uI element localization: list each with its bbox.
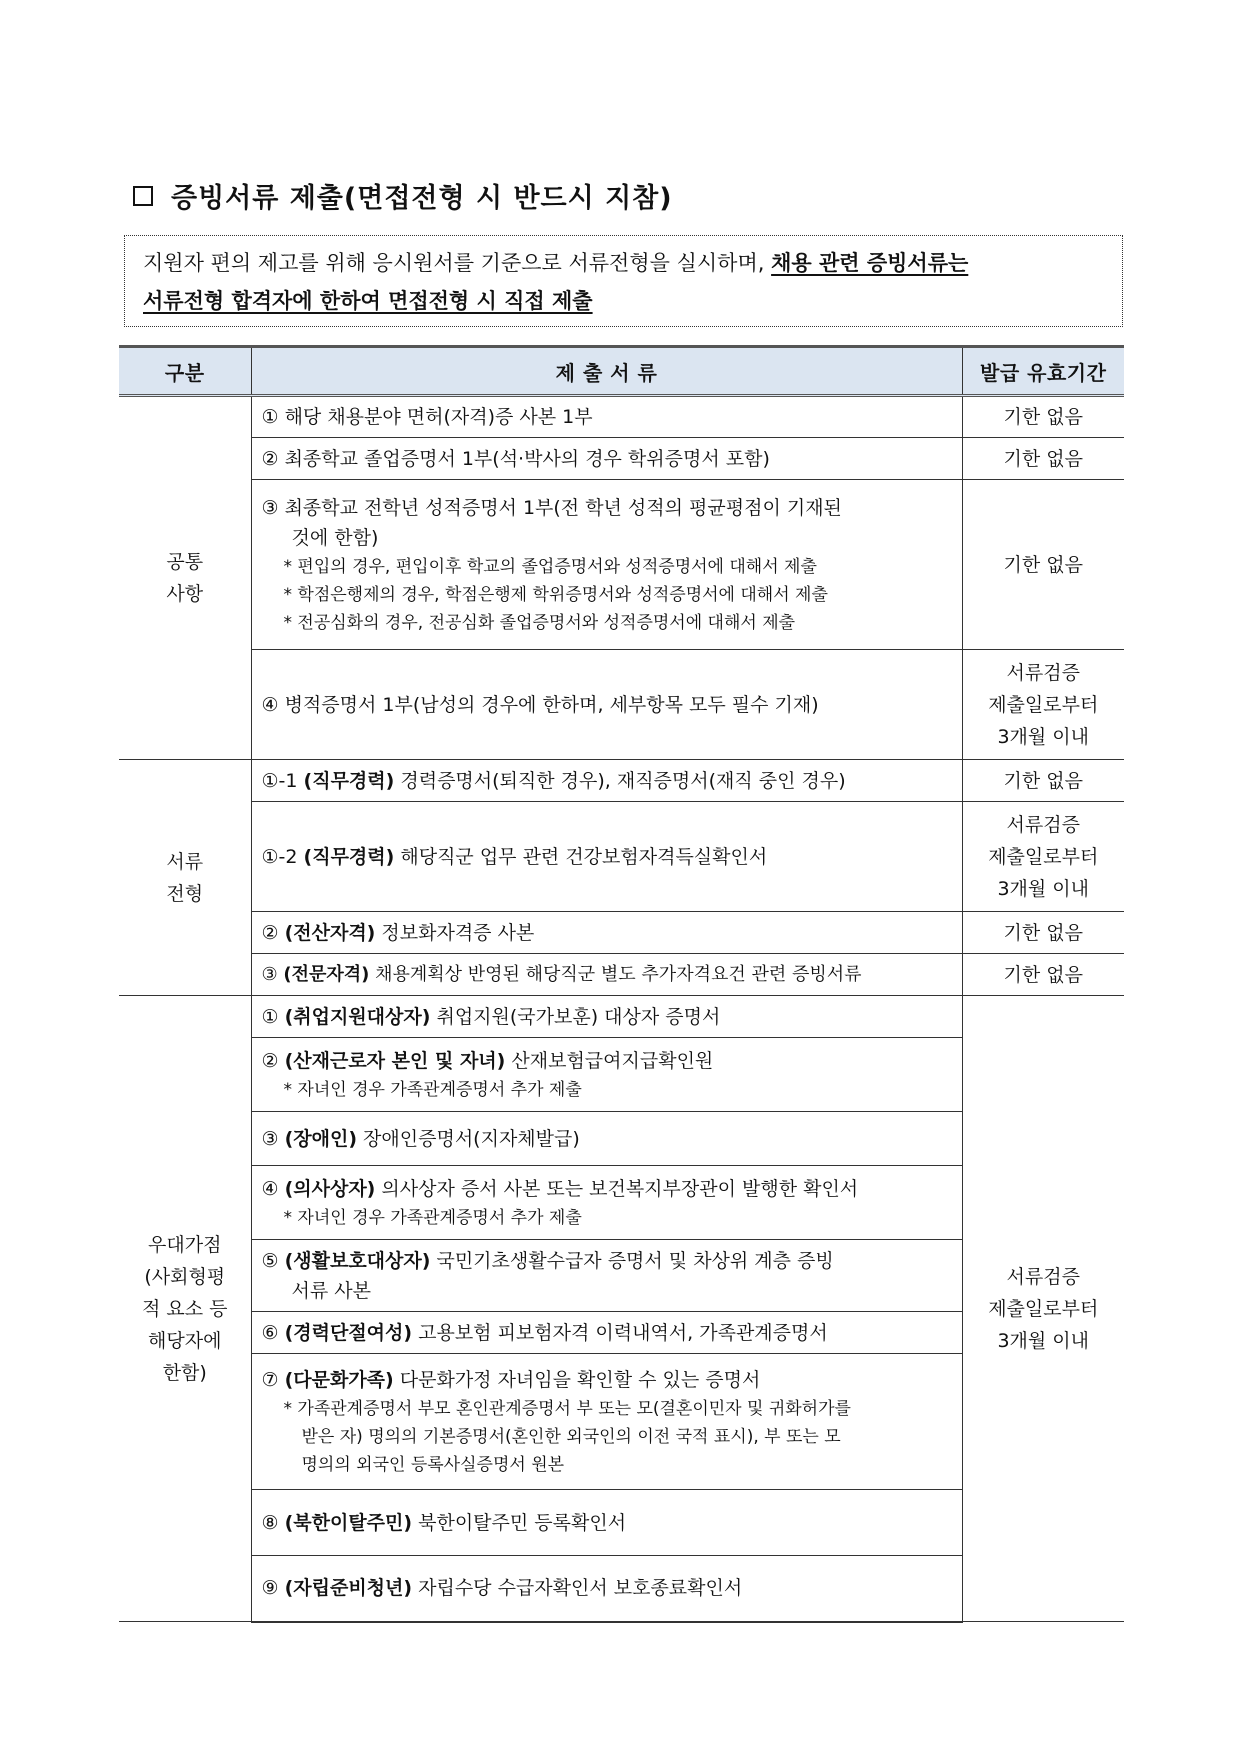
validity-cell: 기한 없음 bbox=[962, 912, 1124, 954]
document-cell: ⑥ (경력단절여성) 고용보험 피보험자격 이력내역서, 가족관계증명서 bbox=[251, 1312, 962, 1354]
note-text: * 가족관계증명서 부모 혼인관계증명서 부 또는 모(결혼이민자 및 귀화허가를 bbox=[283, 1398, 851, 1419]
header-validity: 발급 유효기간 bbox=[962, 347, 1124, 396]
validity-cell: 기한 없음 bbox=[962, 954, 1124, 996]
table-header-row bbox=[119, 347, 1124, 396]
table-row bbox=[119, 954, 1124, 996]
documents-table bbox=[119, 345, 1124, 1623]
table-row bbox=[119, 802, 1124, 912]
table-row bbox=[119, 760, 1124, 802]
document-cell: ③ (전문자격) 채용계획상 반영된 해당직군 별도 추가자격요건 관련 증빙서류 bbox=[251, 954, 962, 996]
validity-cell: 서류검증 제출일로부터 3개월 이내 bbox=[962, 802, 1124, 912]
validity-cell: 기한 없음 bbox=[962, 438, 1124, 480]
note-text: * 자녀인 경우 가족관계증명서 추가 제출 bbox=[283, 1079, 582, 1100]
header-documents: 제 출 서 류 bbox=[251, 347, 962, 396]
category-bonus: 우대가점 (사회형평 적 요소 등 해당자에 한함) bbox=[119, 996, 251, 1622]
document-cell: ② (산재근로자 본인 및 자녀) 산재보험급여지급확인원 * 자녀인 경우 가족관계증명서 추가 제출 bbox=[251, 1038, 962, 1112]
checkbox-square-icon bbox=[133, 186, 153, 206]
table-row bbox=[119, 438, 1124, 480]
document-cell: ①-2 (직무경력) 해당직군 업무 관련 건강보험자격득실확인서 bbox=[251, 802, 962, 912]
category-screening: 서류 전형 bbox=[119, 760, 251, 996]
table-row bbox=[119, 480, 1124, 650]
note-text: * 편입의 경우, 편입이후 학교의 졸업증명서와 성적증명서에 대해서 제출 bbox=[283, 556, 817, 577]
note-text: 받은 자) 명의의 기본증명서(혼인한 외국인의 이전 국적 표시), 부 또는 모 bbox=[301, 1426, 841, 1447]
heading-text: 증빙서류 제출(면접전형 시 반드시 지참) bbox=[171, 183, 673, 214]
document-cell: ⑦ (다문화가족) 다문화가정 자녀임을 확인할 수 있는 증명서 * 가족관계증명서 부모 혼인관계증명서 부 또는 모(결혼이민자 및 귀화허가를 받은 자) 명의의 기본증명서(혼인한 외국인의 이전 국적 표시), 부 또는 모 명의의 외국인 등록사실증명서 원본 bbox=[251, 1354, 962, 1490]
validity-cell: 기한 없음 bbox=[962, 396, 1124, 438]
document-cell: ① (취업지원대상자) 취업지원(국가보훈) 대상자 증명서 bbox=[251, 996, 962, 1038]
note-text: * 자녀인 경우 가족관계증명서 추가 제출 bbox=[283, 1207, 582, 1228]
notice-text: 지원자 편의 제고를 위해 응시원서를 기준으로 서류전형을 실시하며, bbox=[143, 251, 772, 275]
note-text: * 전공심화의 경우, 전공심화 졸업증명서와 성적증명서에 대해서 제출 bbox=[283, 612, 796, 633]
document-cell: ④ 병적증명서 1부(남성의 경우에 한하며, 세부항목 모두 필수 기재) bbox=[251, 650, 962, 760]
category-common: 공통 사항 bbox=[119, 396, 251, 760]
document-cell: ⑧ (북한이탈주민) 북한이탈주민 등록확인서 bbox=[251, 1490, 962, 1556]
table-row bbox=[119, 912, 1124, 954]
document-cell: ⑨ (자립준비청년) 자립수당 수급자확인서 보호종료확인서 bbox=[251, 1556, 962, 1622]
header-category: 구분 bbox=[119, 347, 251, 396]
table-row bbox=[119, 396, 1124, 438]
document-cell: ④ (의사상자) 의사상자 증서 사본 또는 보건복지부장관이 발행한 확인서 * 자녀인 경우 가족관계증명서 추가 제출 bbox=[251, 1166, 962, 1240]
document-cell: ① 해당 채용분야 면허(자격)증 사본 1부 bbox=[251, 396, 962, 438]
validity-cell: 서류검증 제출일로부터 3개월 이내 bbox=[962, 996, 1124, 1622]
document-cell: ⑤ (생활보호대상자) 국민기초생활수급자 증명서 및 차상위 계층 증빙 서류 사본 bbox=[251, 1240, 962, 1312]
document-cell: ①-1 (직무경력) 경력증명서(퇴직한 경우), 재직증명서(재직 중인 경우) bbox=[251, 760, 962, 802]
note-text: 명의의 외국인 등록사실증명서 원본 bbox=[301, 1454, 565, 1475]
notice-box bbox=[124, 235, 1123, 327]
validity-cell: 기한 없음 bbox=[962, 480, 1124, 650]
validity-cell: 기한 없음 bbox=[962, 760, 1124, 802]
note-text: * 학점은행제의 경우, 학점은행제 학위증명서와 성적증명서에 대해서 제출 bbox=[283, 584, 828, 605]
notice-bold-1: 채용 관련 증빙서류는 bbox=[771, 251, 969, 275]
section-heading bbox=[133, 176, 673, 215]
validity-cell: 서류검증 제출일로부터 3개월 이내 bbox=[962, 650, 1124, 760]
notice-bold-2: 서류전형 합격자에 한하여 면접전형 시 직접 제출 bbox=[143, 289, 593, 313]
document-cell: ③ 최종학교 전학년 성적증명서 1부(전 학년 성적의 평균평점이 기재된 것에 한함) * 편입의 경우, 편입이후 학교의 졸업증명서와 성적증명서에 대해서 제출 * 학점은행제의 경우, 학점은행제 학위증명서와 성적증명서에 대해서 제출 * 전공심화의 경우, 전공심화 졸업증명서와 성적증명서에 대해서 제출 bbox=[251, 480, 962, 650]
document-cell: ② 최종학교 졸업증명서 1부(석·박사의 경우 학위증명서 포함) bbox=[251, 438, 962, 480]
table-row bbox=[119, 996, 1124, 1038]
document-cell: ③ (장애인) 장애인증명서(지자체발급) bbox=[251, 1112, 962, 1166]
document-cell: ② (전산자격) 정보화자격증 사본 bbox=[251, 912, 962, 954]
table-row bbox=[119, 650, 1124, 760]
